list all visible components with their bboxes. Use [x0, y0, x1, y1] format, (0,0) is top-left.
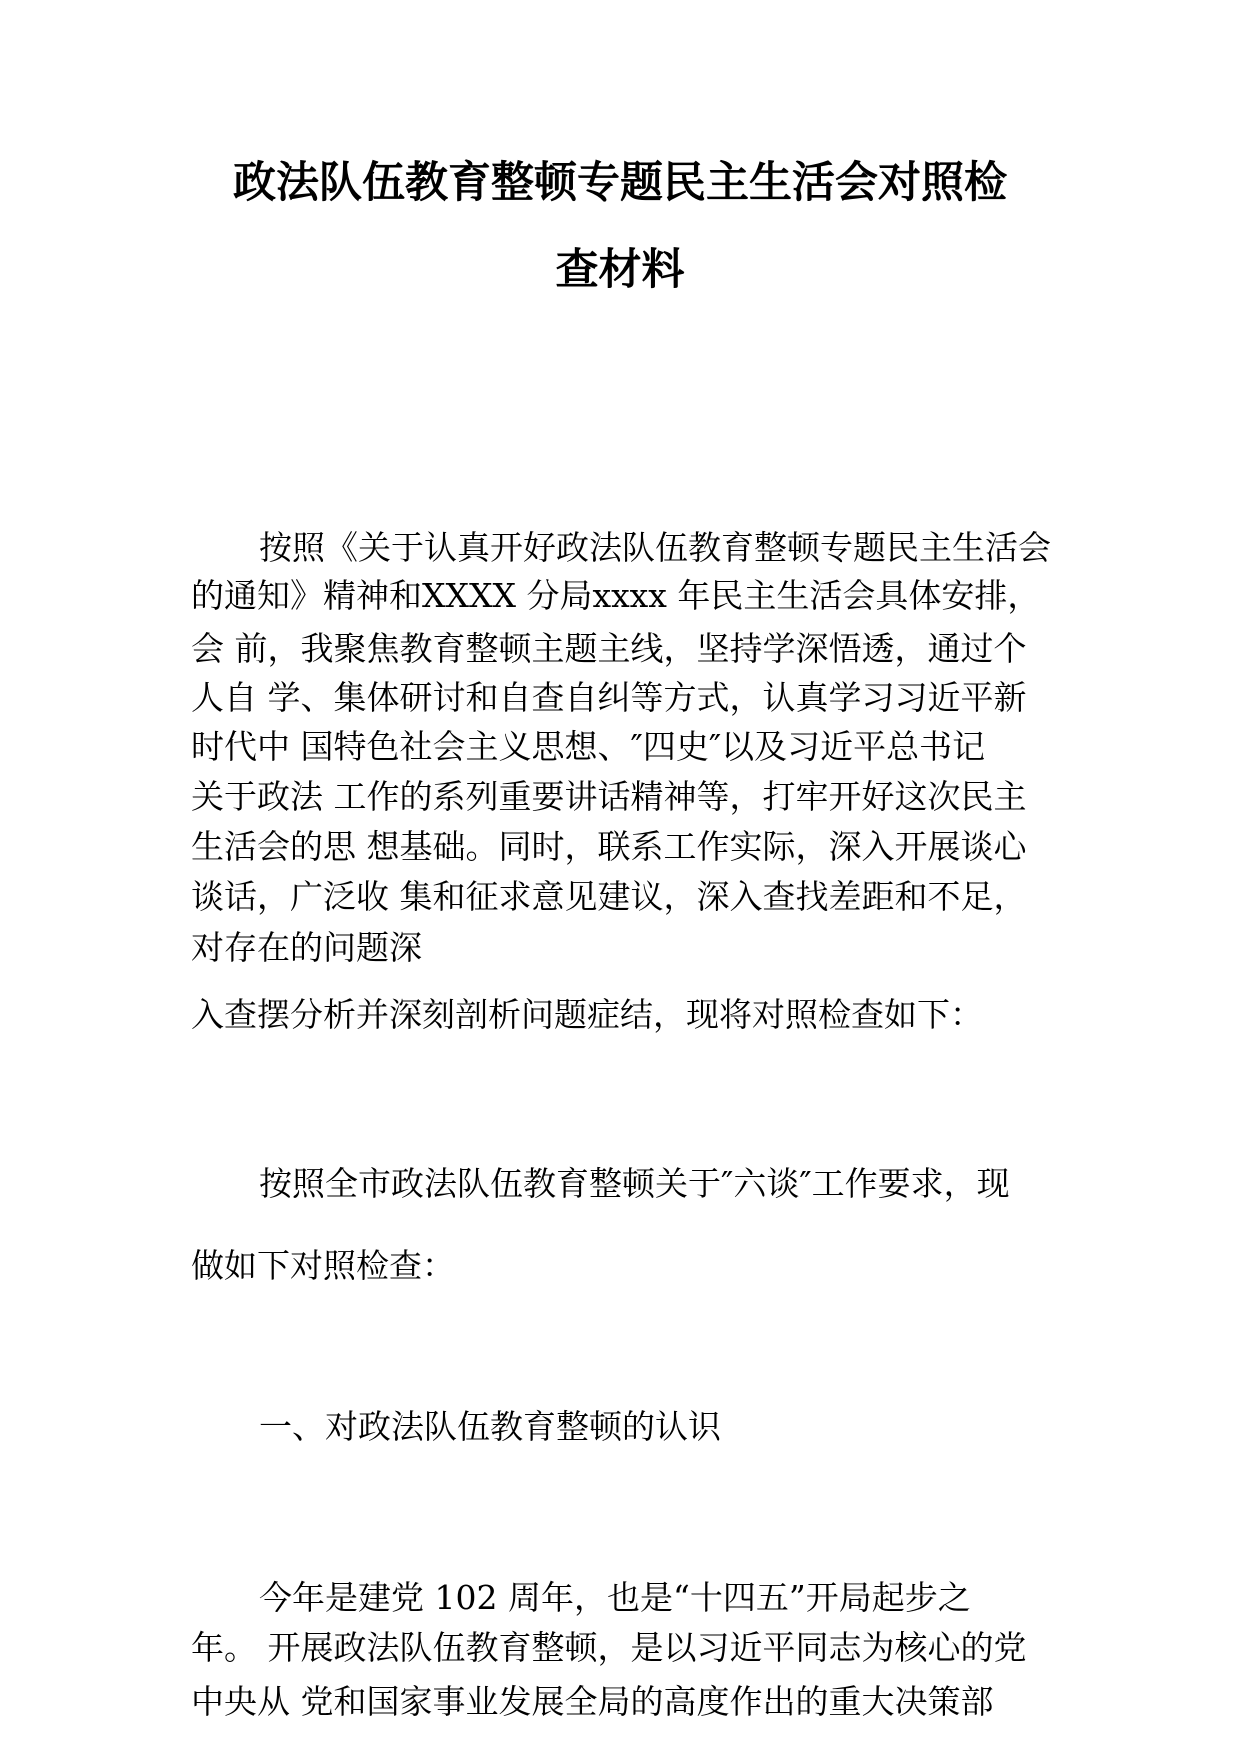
- section-heading: 一、对政法队伍教育整顿的认识: [259, 1407, 721, 1446]
- body-line: 人自 学、集体研讨和自查自纠等方式，认真学习习近平新: [191, 678, 1027, 717]
- body-line: 时代中 国特色社会主义思想、″四史″以及习近平总书记: [191, 727, 986, 766]
- body-line: 按照《关于认真开好政法队伍教育整顿专题民主生活会: [259, 528, 1051, 567]
- body-line: 生活会的思 想基础。同时，联系工作实际，深入开展谈心: [191, 827, 1027, 866]
- body-line: 年。 开展政法队伍教育整顿，是以习近平同志为核心的党: [191, 1628, 1027, 1667]
- body-line: 中央从 党和国家事业发展全局的高度作出的重大决策部: [191, 1682, 994, 1721]
- body-line: 今年是建党 102 周年，也是“十四五”开局起步之: [259, 1578, 971, 1617]
- title-line-2: 查材料: [555, 246, 685, 294]
- body-line: 对存在的问题深: [191, 928, 422, 967]
- body-line: 关于政法 工作的系列重要讲话精神等，打牢开好这次民主: [191, 777, 1027, 816]
- title-line-1: 政法队伍教育整顿专题民主生活会对照检: [233, 159, 1007, 207]
- body-line: 谈话，广泛收 集和征求意见建议，深入查找差距和不足，: [191, 877, 1027, 916]
- body-line: 会 前，我聚焦教育整顿主题主线，坚持学深悟透，通过个: [191, 629, 1027, 668]
- body-line: 按照全市政法队伍教育整顿关于″六谈″工作要求，现: [259, 1164, 1010, 1203]
- body-line: 做如下对照检查：: [191, 1246, 455, 1285]
- body-line: 入查摆分析并深刻剖析问题症结，现将对照检查如下：: [191, 995, 983, 1034]
- body-line: 的通知》精神和XXXX 分局xxxx 年民主生活会具体安排，: [191, 576, 1041, 615]
